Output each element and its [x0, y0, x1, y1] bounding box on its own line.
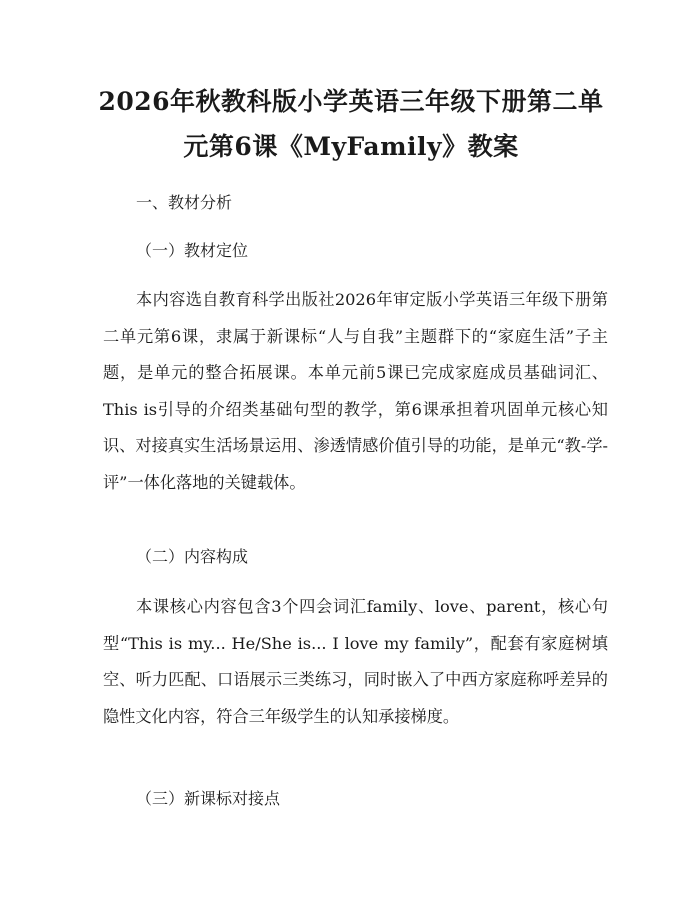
paragraph-content: 本课核心内容包含3个四会词汇family、love、parent，核心句型“This is my... He/She is... I love my family”，配套有家庭树填空、听力匹配、口语展示三类练习，同时嵌入了中西方家庭称呼差异的隐性文化内容，符合三年级学生的认知承接梯度。 [103, 597, 608, 726]
subsection-heading-positioning: （一）教材定位 [136, 241, 249, 260]
section-heading-textbook-analysis: 一、教材分析 [136, 193, 233, 212]
document-title-line-2: 元第6课《MyFamily》教案 [183, 132, 519, 161]
paragraph-positioning: 本内容选自教育科学出版社2026年审定版小学英语三年级下册第二单元第6课，隶属于新课标“人与自我”主题群下的“家庭生活”子主题，是单元的整合拓展课。本单元前5课已完成家庭成员基础词汇、This is引导的介绍类基础句型的教学，第6课承担着巩固单元核心知识、对接真实生活场景运用、渗透情感价值引导的功能，是单元“教-学-评”一体化落地的关键载体。 [103, 290, 608, 492]
subsection-heading-content: （二）内容构成 [136, 547, 249, 566]
subsection-heading-curriculum-standards: （三）新课标对接点 [136, 789, 281, 808]
document-title-line-1: 2026年秋教科版小学英语三年级下册第二单 [98, 87, 604, 116]
